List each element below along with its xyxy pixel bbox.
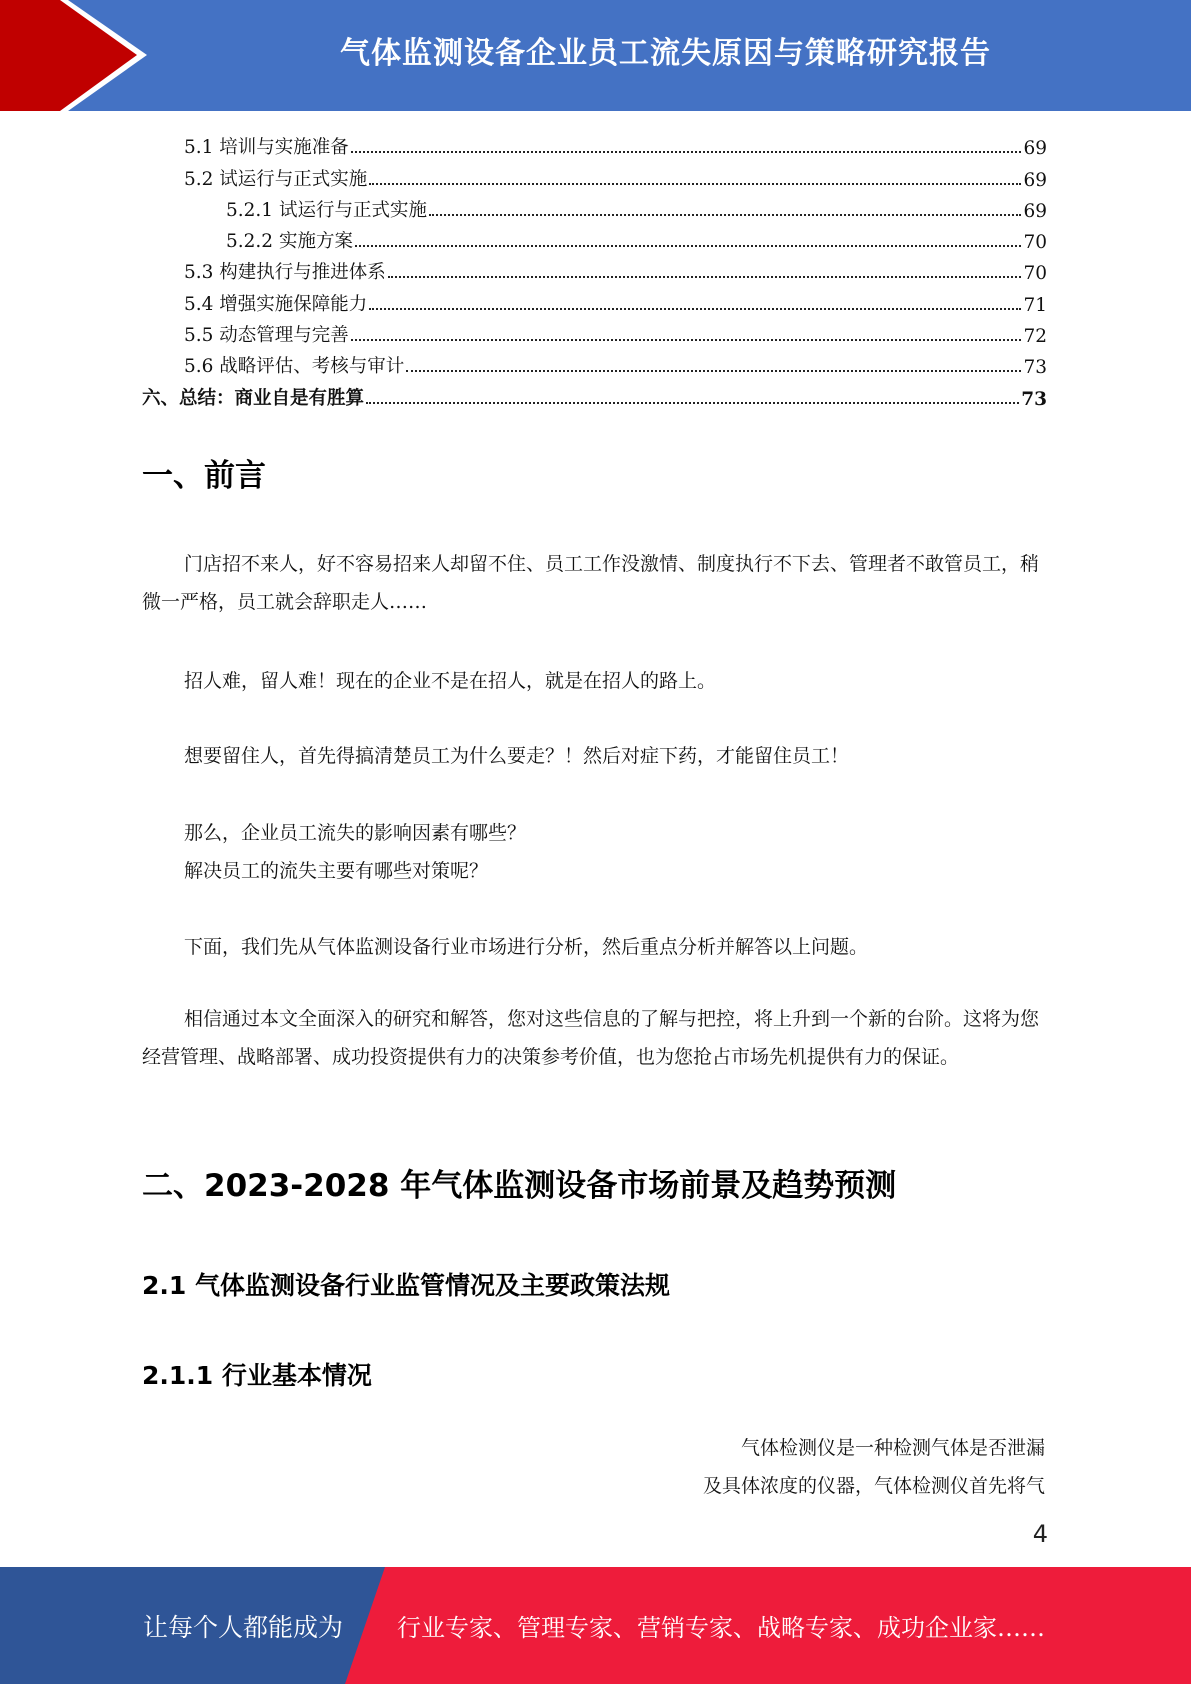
toc-entry-label: 5.3 构建执行与推进体系 [184, 262, 386, 284]
toc-entry[interactable] [142, 316, 1047, 347]
body-paragraph: 想要留住人，首先得搞清楚员工为什么要走？！然后对症下药，才能留住员工！ [184, 745, 850, 767]
body-paragraph: 相信通过本文全面深入的研究和解答，您对这些信息的了解与把控，将上升到一个新的台阶。这将为您经营管理、战略部署、成功投资提供有力的决策参考价值，也为您抢占市场先机提供有力的保证。 [142, 1008, 1040, 1068]
toc-entry-page: 69 [1023, 200, 1047, 222]
section-heading: 一、前言 [142, 458, 266, 494]
body-paragraph: 气体检测仪是一种检测气体是否泄漏 [740, 1437, 1045, 1459]
toc-dot-leader [369, 308, 1021, 310]
toc-entry-label: 5.2.2 实施方案 [226, 231, 353, 253]
toc-dot-leader [429, 214, 1021, 216]
toc-entry-label: 5.2.1 试运行与正式实施 [226, 199, 427, 221]
toc-entry[interactable] [142, 159, 1047, 190]
toc-entry-page: 73 [1023, 357, 1047, 379]
toc-entry[interactable] [142, 378, 1047, 409]
section-heading: 二、2023-2028 年气体监测设备市场前景及趋势预测 [142, 1168, 897, 1204]
toc-dot-leader [351, 151, 1022, 153]
toc-dot-leader [388, 276, 1022, 278]
toc-entry-label: 5.5 动态管理与完善 [184, 325, 349, 347]
toc-entry-page: 73 [1021, 388, 1047, 410]
body-paragraph: 下面，我们先从气体监测设备行业市场进行分析，然后重点分析并解答以上问题。 [184, 936, 869, 958]
toc-entry[interactable] [142, 347, 1047, 378]
toc-entry[interactable] [142, 284, 1047, 315]
toc-dot-leader [369, 183, 1021, 185]
toc-entry-label: 5.4 增强实施保障能力 [184, 293, 368, 315]
toc-dot-leader [366, 402, 1019, 404]
toc-entry-page: 70 [1023, 232, 1047, 254]
page-number: 4 [1032, 1520, 1048, 1548]
toc-entry-page: 69 [1023, 138, 1047, 160]
toc-entry[interactable] [142, 191, 1047, 222]
footer-slogan-left: 让每个人都能成为 [143, 1612, 344, 1642]
table-of-contents [142, 128, 1047, 410]
footer-slogan-right: 行业专家、管理专家、营销专家、战略专家、成功企业家…… [397, 1614, 1045, 1642]
page-header [0, 0, 1191, 111]
toc-dot-leader [406, 370, 1021, 372]
body-paragraph: 招人难，留人难！现在的企业不是在招人，就是在招人的路上。 [184, 670, 717, 692]
subsection-heading: 2.1.1 行业基本情况 [142, 1361, 372, 1390]
body-paragraph: 及具体浓度的仪器，气体检测仪首先将气 [702, 1475, 1045, 1497]
toc-entry-page: 70 [1023, 263, 1047, 285]
document-title: 气体监测设备企业员工流失原因与策略研究报告 [340, 36, 991, 71]
toc-entry[interactable] [142, 253, 1047, 284]
toc-entry[interactable] [142, 128, 1047, 159]
subsection-heading: 2.1 气体监测设备行业监管情况及主要政策法规 [142, 1271, 670, 1300]
toc-dot-leader [351, 339, 1022, 341]
toc-entry-label: 5.2 试运行与正式实施 [184, 168, 368, 190]
toc-entry-label: 5.6 战略评估、考核与审计 [184, 356, 405, 378]
toc-entry-page: 72 [1023, 326, 1047, 348]
toc-entry-label: 六、总结：商业自是有胜算 [142, 387, 365, 409]
toc-entry-label: 5.1 培训与实施准备 [184, 137, 349, 159]
body-paragraph: 门店招不来人，好不容易招来人却留不住、员工工作没激情、制度执行不下去、管理者不敢管员工，稍微一严格，员工就会辞职走人…… [142, 553, 1040, 613]
toc-entry[interactable] [142, 222, 1047, 253]
body-paragraph: 那么，企业员工流失的影响因素有哪些？ [184, 822, 527, 844]
toc-entry-page: 69 [1023, 169, 1047, 191]
body-paragraph: 解决员工的流失主要有哪些对策呢？ [184, 860, 489, 882]
toc-entry-page: 71 [1023, 294, 1047, 316]
toc-dot-leader [355, 245, 1022, 247]
page-footer [0, 1567, 1191, 1684]
